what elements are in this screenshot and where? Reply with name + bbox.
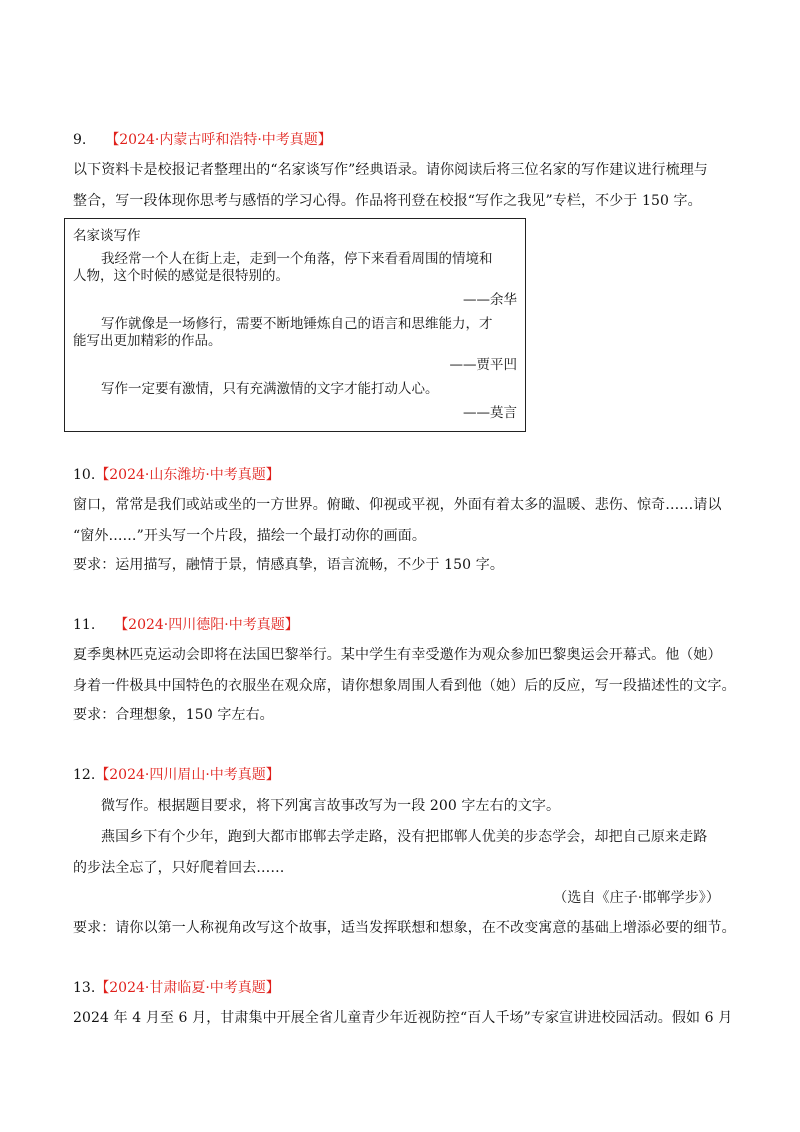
question-13-heading <box>73 979 280 997</box>
question-source: 【2024·内蒙古呼和浩特·中考真题】 <box>105 132 332 148</box>
question-10-requirement: 要求：运用描写，融情于景，情感真挚，语言流畅，不少于 150 字。 <box>73 557 504 573</box>
question-source: 【2024·四川眉山·中考真题】 <box>95 767 280 783</box>
quote-3-line-1: 写作一定要有激情，只有充满激情的文字才能打动人心。 <box>101 381 439 397</box>
story-citation: （选自《庄子·邯郸学步》） <box>553 890 720 906</box>
question-9-line-2: 整合，写一段体现你思考与感悟的学习心得。作品将刊登在校报“写作之我见”专栏，不少于 150 字。 <box>73 193 702 209</box>
question-10-line-1: 窗口，常常是我们或站或坐的一方世界。俯瞰、仰视或平视，外面有着太多的温暖、悲伤、惊奇……请以 <box>73 497 722 513</box>
question-9-line-1: 以下资料卡是校报记者整理出的“名家谈写作”经典语录。请你阅读后将三位名家的写作建议进行梳理与 <box>73 162 708 178</box>
quote-2-author: ——贾平凹 <box>449 357 517 373</box>
question-11-line-1: 夏季奥林匹克运动会即将在法国巴黎举行。某中学生有幸受邀作为观众参加巴黎奥运会开幕式。他（她） <box>73 647 722 663</box>
story-line-1: 燕国乡下有个少年，跑到大都市邯郸去学走路，没有把邯郸人优美的步态学会，却把自己原来走路 <box>101 829 708 845</box>
quote-1-line-1: 我经常一个人在街上走，走到一个角落，停下来看看周围的情境和 <box>101 251 493 267</box>
question-12-requirement: 要求：请你以第一人称视角改写这个故事，适当发挥联想和想象，在不改变寓意的基础上增添必要的细节。 <box>73 920 736 936</box>
quote-card <box>64 218 526 432</box>
question-12-intro: 微写作。根据题目要求，将下列寓言故事改写为一段 200 字左右的文字。 <box>101 798 561 814</box>
question-12-heading <box>73 766 280 784</box>
story-line-2: 的步法全忘了，只好爬着回去…… <box>73 860 285 876</box>
quote-2-line-2: 能写出更加精彩的作品。 <box>73 333 222 349</box>
question-number: 13. <box>73 980 96 996</box>
question-number: 12. <box>73 767 96 783</box>
quote-2-line-1: 写作就像是一场修行，需要不断地锤炼自己的语言和思维能力，才 <box>101 316 493 332</box>
question-11-heading <box>73 616 299 634</box>
quote-1-line-2: 人物，这个时候的感觉是很特别的。 <box>73 268 289 284</box>
card-title: 名家谈写作 <box>73 228 141 244</box>
question-10-heading <box>73 466 280 484</box>
quote-3-author: ——莫言 <box>463 405 517 421</box>
question-13-line-1: 2024 年 4 月至 6 月，甘肃集中开展全省儿童青少年近视防控“百人千场”专家宣讲进校园活动。假如 6 月 <box>73 1010 733 1026</box>
question-9-heading <box>73 131 332 149</box>
question-10-line-2: “窗外……”开头写一个片段，描绘一个最打动你的画面。 <box>73 528 426 544</box>
quote-1-author: ——余华 <box>463 292 517 308</box>
question-number: 9. <box>73 132 87 148</box>
question-11-line-2: 身着一件极具中国特色的衣服坐在观众席，请你想象周围人看到他（她）后的反应，写一段描述性的文字。 <box>73 678 736 694</box>
question-source: 【2024·四川德阳·中考真题】 <box>114 617 299 633</box>
question-source: 【2024·山东潍坊·中考真题】 <box>95 467 280 483</box>
question-number: 10. <box>73 467 96 483</box>
question-number: 11. <box>73 617 96 633</box>
question-11-requirement: 要求：合理想象，150 字左右。 <box>73 707 274 723</box>
question-source: 【2024·甘肃临夏·中考真题】 <box>95 980 280 996</box>
